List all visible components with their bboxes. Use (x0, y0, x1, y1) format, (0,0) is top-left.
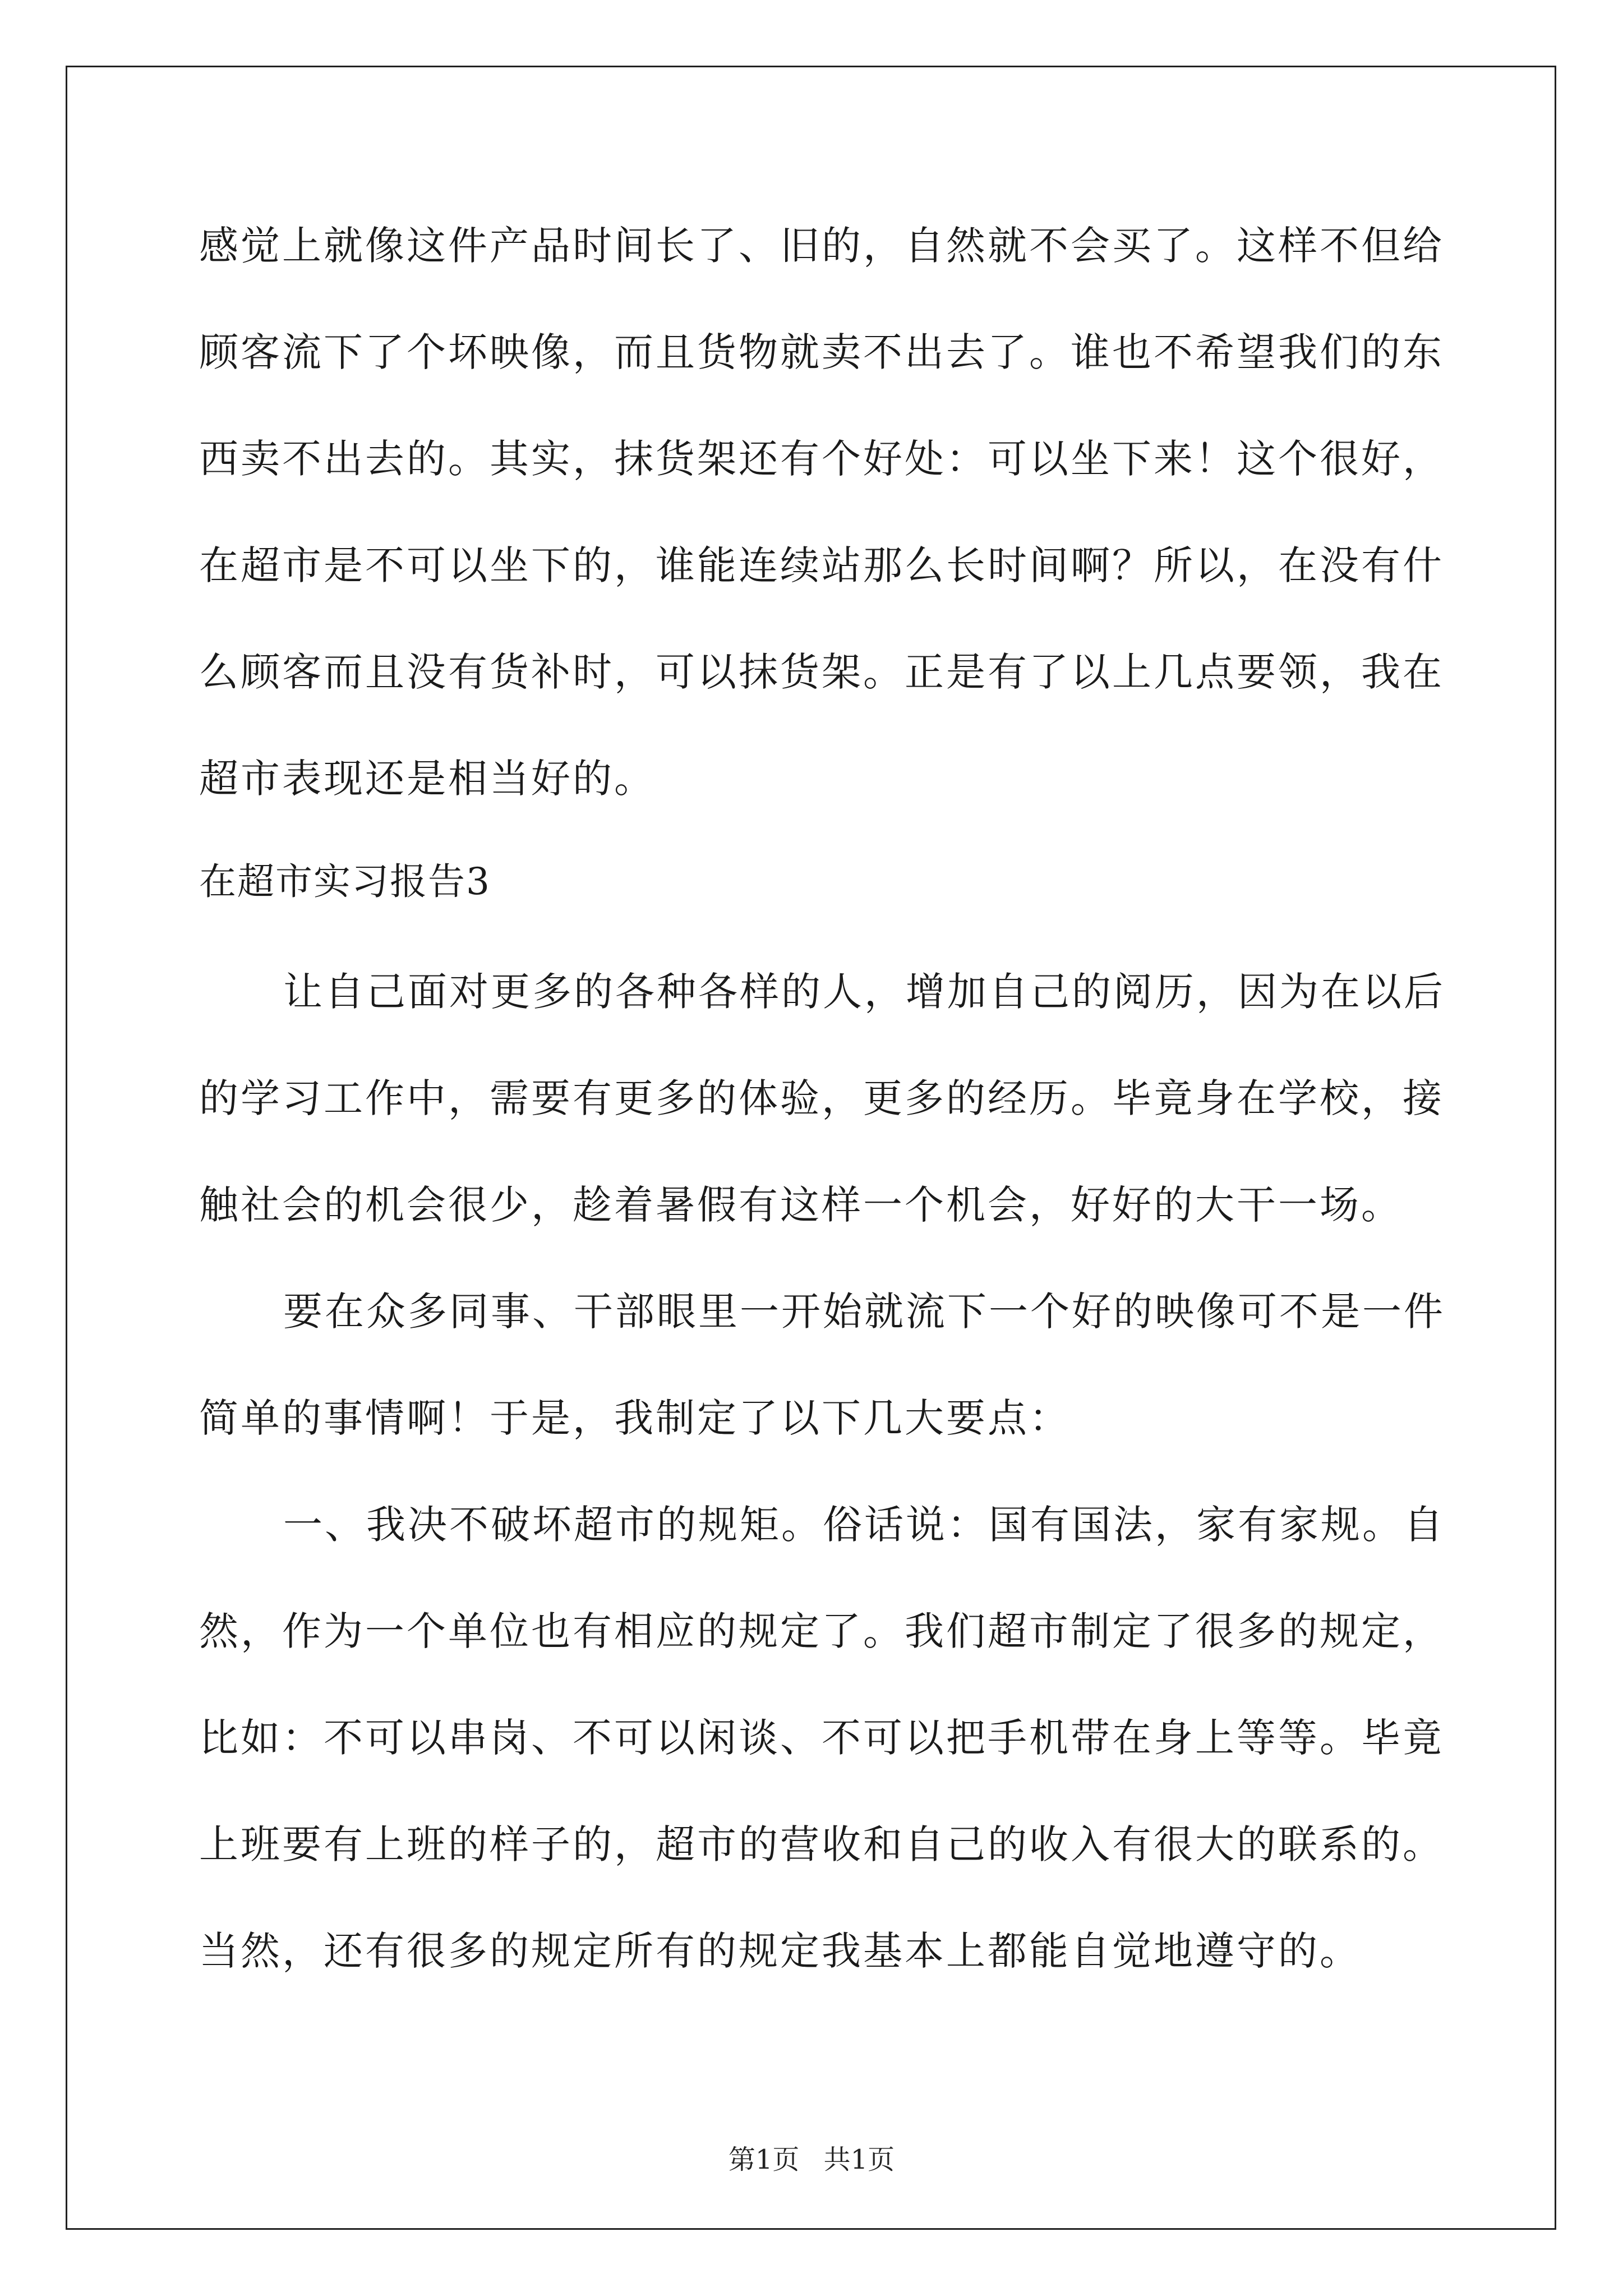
paragraph-line: 感觉上就像这件产品时间长了、旧的，自然就不会买了。这样不但给 (199, 223, 1444, 269)
page-footer (0, 2143, 1623, 2177)
paragraph-line: 上班要有上班的样子的，超市的营收和自己的收入有很大的联系的。 (199, 1821, 1444, 1867)
paragraph-line: 一、我决不破坏超市的规矩。俗话说：国有国法，家有家规。自 (283, 1502, 1445, 1548)
page-number-current: 第1页 (728, 2144, 800, 2175)
paragraph-line: 的学习工作中，需要有更多的体验，更多的经历。毕竟身在学校，接 (199, 1075, 1444, 1121)
paragraph-line: 要在众多同事、干部眼里一开始就流下一个好的映像可不是一件 (283, 1289, 1445, 1335)
paragraph-line: 么顾客而且没有货补时，可以抹货架。正是有了以上几点要领，我在 (199, 649, 1444, 695)
paragraph-line: 触社会的机会很少，趁着暑假有这样一个机会，好好的大干一场。 (199, 1182, 1403, 1228)
paragraph-line: 让自己面对更多的各种各样的人，增加自己的阅历，因为在以后 (283, 969, 1445, 1015)
paragraph-line: 然，作为一个单位也有相应的规定了。我们超市制定了很多的规定， (199, 1608, 1444, 1654)
paragraph-line: 西卖不出去的。其实，抹货架还有个好处：可以坐下来！这个很好， (199, 436, 1444, 482)
paragraph-line: 超市表现还是相当好的。 (199, 756, 656, 802)
page-number-total: 共1页 (823, 2144, 895, 2175)
paragraph-line: 当然，还有很多的规定所有的规定我基本上都能自觉地遵守的。 (199, 1928, 1361, 1974)
paragraph-line: 在超市是不可以坐下的，谁能连续站那么长时间啊？所以，在没有什 (199, 542, 1444, 588)
page-border (66, 66, 1556, 2230)
section-heading: 在超市实习报告3 (199, 860, 491, 903)
paragraph-line: 比如：不可以串岗、不可以闲谈、不可以把手机带在身上等等。毕竟 (199, 1715, 1444, 1761)
paragraph-line: 顾客流下了个坏映像，而且货物就卖不出去了。谁也不希望我们的东 (199, 329, 1444, 375)
paragraph-line: 简单的事情啊！于是，我制定了以下几大要点： (199, 1395, 1071, 1441)
